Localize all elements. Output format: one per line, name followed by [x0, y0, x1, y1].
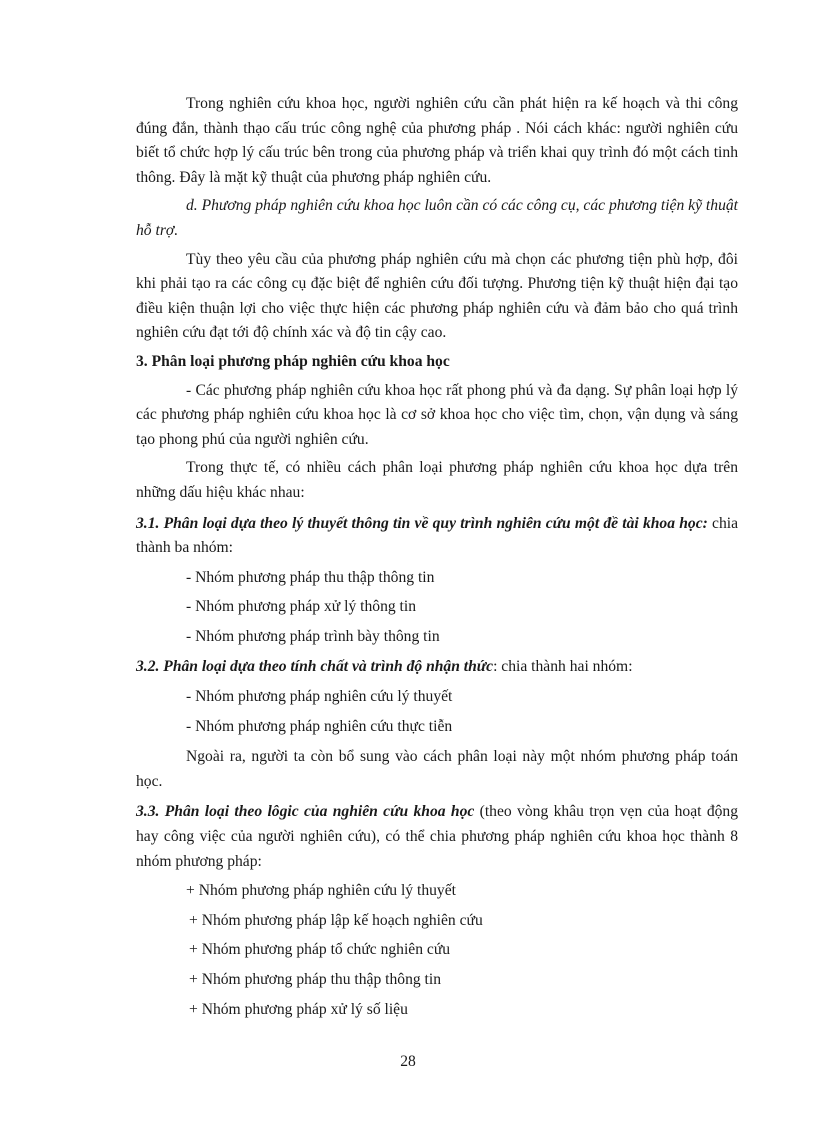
paragraph-tools: Tùy theo yêu cầu của phương pháp nghiên cứu mà chọn các phương tiện phù hợp, đôi khi phải tạo ra các công cụ đặc biệt để nghiên cứu đối tượng. Phương tiện kỹ thuật hiện đại tạo điều kiện thuận lợi cho việc thực hiện các phương pháp nghiên cứu và đảm bảo cho quá trình nghiên cứu đạt tới độ chính xác và độ tin cậy cao.: [136, 250, 738, 342]
subheading-d: d. Phương pháp nghiên cứu khoa học luôn cần có các công cụ, các phương tiện kỹ thuật hỗ trợ.: [136, 197, 738, 239]
section-heading-3: 3. Phân loại phương pháp nghiên cứu khoa học: [136, 352, 450, 370]
section-3-2: [136, 655, 738, 680]
section-3-1-rest: chia thành ba nhóm:: [136, 514, 739, 557]
page-number: 28: [400, 1053, 416, 1070]
section-3-2-title: 3.2. Phân loại dựa theo tính chất và trình độ nhận thức: [136, 658, 494, 676]
list-item: - Nhóm phương pháp nghiên cứu thực tiễn: [186, 717, 453, 735]
list-item: - Nhóm phương pháp xử lý thông tin: [186, 598, 417, 616]
list-item: - Nhóm phương pháp trình bày thông tin: [186, 627, 440, 645]
section-3-2-note: Ngoài ra, người ta còn bổ sung vào cách phân loại này một nhóm phương pháp toán học.: [136, 748, 738, 790]
page-content: [136, 92, 738, 1022]
list-item: - Nhóm phương pháp nghiên cứu lý thuyết: [186, 688, 453, 706]
section-3-1-title: 3.1. Phân loại dựa theo lý thuyết thông tin về quy trình nghiên cứu một đề tài khoa học:: [136, 514, 708, 532]
list-item: + Nhóm phương pháp thu thập thông tin: [189, 971, 442, 988]
paragraph-classification-basis: Trong thực tế, có nhiều cách phân loại phương pháp nghiên cứu khoa học dựa trên những dấu hiệu khác nhau:: [136, 459, 738, 501]
list-item: + Nhóm phương pháp tổ chức nghiên cứu: [189, 941, 451, 959]
paragraph-technique: Trong nghiên cứu khoa học, người nghiên cứu cần phát hiện ra kế hoạch và thi công đúng đắn, thành thạo cấu trúc công nghệ của phương pháp . Nói cách khác: người nghiên cứu biết tổ chức hợp lý cấu trúc bên trong của phương pháp và triển khai quy trình đó một cách tinh thông. Đây là mặt kỹ thuật của phương pháp nghiên cứu.: [136, 95, 738, 186]
list-item: + Nhóm phương pháp nghiên cứu lý thuyết: [186, 882, 456, 900]
section-3-3-rest: (theo vòng khâu trọn vẹn của hoạt động hay công việc của người nghiên cứu), có thể chia phương pháp nghiên cứu khoa học thành 8 nhóm phương pháp:: [136, 803, 739, 870]
section-3-2-rest: : chia thành hai nhóm:: [493, 658, 633, 676]
section-3-3: [136, 800, 738, 874]
paragraph-classification-intro: - Các phương pháp nghiên cứu khoa học rất phong phú và đa dạng. Sự phân loại hợp lý các phương pháp nghiên cứu khoa học là cơ sở khoa học cho việc tìm, chọn, vận dụng và sáng tạo phong phú của người nghiên cứu.: [136, 381, 738, 448]
list-item: + Nhóm phương pháp xử lý số liệu: [189, 1000, 408, 1018]
list-item: + Nhóm phương pháp lập kế hoạch nghiên cứu: [189, 911, 483, 929]
section-3-3-title: 3.3. Phân loại theo lôgic của nghiên cứu khoa học: [136, 803, 475, 821]
list-item: - Nhóm phương pháp thu thập thông tin: [186, 568, 435, 586]
section-3-1: [136, 512, 738, 561]
